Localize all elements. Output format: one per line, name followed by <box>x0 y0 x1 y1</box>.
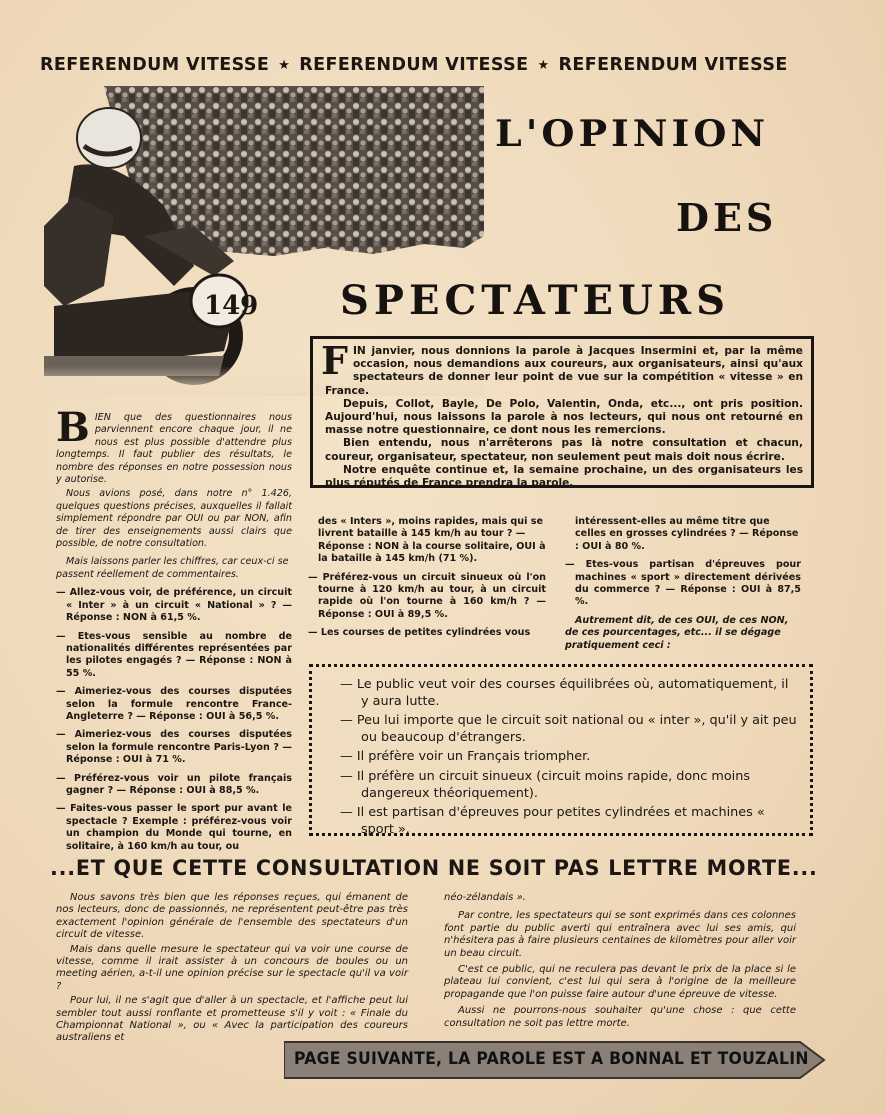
survey-question: — Etes-vous sensible au nombre de nationalités différentes représentées par les pilotes engagés ? — Réponse : NON à 55 %. <box>56 630 292 679</box>
intro-paragraph: Notre enquête continue et, la semaine prochaine, un des organisateurs les plus réputés de France prendra la parole. <box>325 463 803 490</box>
body-paragraph: Par contre, les spectateurs qui se sont exprimés dans ces colonnes font partie du public averti qui entraînera avec lui ses amis, qui n'hésitera pas à faire plusieurs centaines de kilomètres pour aller voir un beau circuit. <box>444 910 796 959</box>
survey-question: — Aimeriez-vous des courses disputées selon la formule rencontre Paris-Lyon ? — Réponse : OUI à 71 %. <box>56 729 292 766</box>
survey-question: — Les courses de petites cylindrées vous <box>308 627 531 639</box>
top-banner <box>40 52 846 78</box>
survey-question-continued: des « Inters », moins rapides, mais qui se livrent bataille à 145 km/h au tour ? — Réponse : NON à la course solitaire, OUI à la bataille à 145 km/h (71 %). <box>318 516 546 565</box>
intro-paragraph: Depuis, Collot, Bayle, De Polo, Valentin, Onda, etc..., ont pris position. Aujourd'hui, nous laissons la parole à nos lecteurs, qui nous ont retourné en masse notre questionnaire, ce dont nous les remercions. <box>325 397 803 437</box>
star-icon: ★ <box>537 57 550 73</box>
conclusions-box <box>309 664 813 836</box>
banner-text-2: REFERENDUM VITESSE <box>299 55 529 75</box>
title-line-1: L'OPINION <box>495 112 770 155</box>
intro-dropcap: F <box>321 338 348 383</box>
right-column <box>565 516 801 652</box>
title-line-2: DES <box>676 195 778 240</box>
body-paragraph: Mais dans quelle mesure le spectateur qui va voir une course de vitesse, comme il irait assister à un concours de boules ou un meeting aérien, a-t-il une opinion précise sur le spectacle qu'il va voir ? <box>56 943 408 992</box>
conclusion-item: — Peu lui importe que le circuit soit national ou « inter », qu'il y ait peu ou beaucoup d'étrangers. <box>340 713 797 745</box>
left-column <box>56 404 292 853</box>
race-number: 149 <box>204 291 259 321</box>
conclusion-item: — Le public veut voir des courses équilibrées où, automatiquement, il y aura lutte. <box>340 677 789 709</box>
survey-question: — Allez-vous voir, de préférence, un circuit « Inter » à un circuit « National » ? — Réponse : NON à 61,5 %. <box>56 587 292 624</box>
survey-question: — Préférez-vous un circuit sinueux où l'on tourne à 120 km/h au tour, à un circuit rapide où l'on tourne à 160 km/h ? — Réponse : OUI à 89,5 %. <box>308 571 546 620</box>
body-paragraph: Nous avions posé, dans notre n° 1.426, quelques questions précises, auxquelles il fallait simplement répondre par OUI ou par NON, afin de tirer des enseignements aussi clairs que possible, de notre consultation. <box>56 488 292 550</box>
star-icon: ★ <box>278 57 291 73</box>
body-paragraph: Aussi ne pourrons-nous souhaiter qu'une chose : que cette consultation ne soit pas lettre morte. <box>444 1005 796 1029</box>
intro-paragraph: IN janvier, nous donnions la parole à Jacques Insermini et, par la même occasion, nous demandions aux coureurs, aux organisateurs, ainsi qu'aux spectateurs de donner leur point de vue sur la compétition « vitesse » en France. <box>325 345 803 397</box>
bottom-left-column <box>56 892 408 1047</box>
body-paragraph-continued: néo-zélandais ». <box>444 892 526 903</box>
next-page-banner <box>284 1040 826 1080</box>
survey-question: — Etes-vous partisan d'épreuves pour machines « sport » directement dérivées du commerce ? — Réponse : OUI à 87,5 %. <box>565 559 801 608</box>
survey-question: — Aimeriez-vous des courses disputées selon la formule rencontre France-Angleterre ? — Réponse : OUI à 56,5 %. <box>56 686 292 722</box>
summary-paragraph: Autrement dit, de ces OUI, de ces NON, de ces pourcentages, etc... il se dégage pratiquement ceci : <box>565 614 789 651</box>
conclusion-item: — Il préfère un circuit sinueux (circuit moins rapide, donc moins dangereux théoriquement). <box>340 768 751 801</box>
section-headline: ...ET QUE CETTE CONSULTATION NE SOIT PAS LETTRE MORTE... <box>50 856 818 881</box>
lead-text: IEN que des questionnaires nous parviennent encore chaque jour, il ne nous est plus possible d'attendre plus longtemps. Il faut publier des résultats, le nombre des réponses en notre possession nous y autorise. <box>56 412 292 486</box>
banner-text-1: REFERENDUM VITESSE <box>40 55 270 75</box>
bottom-right-column <box>444 892 796 1034</box>
body-paragraph: Pour lui, il ne s'agit que d'aller à un spectacle, et l'affiche peut lui sembler tout aussi ronflante et prometteuse s'il y voit : « Finale du Championnat National », ou « Avec la participation des coureurs australiens et <box>56 995 408 1044</box>
banner-text-3: REFERENDUM VITESSE <box>558 55 788 75</box>
conclusion-item: — Il est partisan d'épreuves pour petites cylindrées et machines « sport ». <box>340 805 765 837</box>
next-page-text: PAGE SUIVANTE, LA PAROLE EST A BONNAL ET TOUZALIN <box>294 1049 809 1069</box>
survey-question-continued: intéressent-elles au même titre que celles en grosses cylindrées ? — Réponse : OUI à 80 %. <box>575 516 799 552</box>
lead-paragraph <box>56 404 292 486</box>
conclusion-item: — Il préfère voir un Français triompher. <box>340 749 591 765</box>
body-paragraph: C'est ce public, qui ne reculera pas devant le prix de la place si le plateau lui convient, c'est lui qui sera à l'origine de la meilleure propagande que l'on puisse faire autour d'une épreuve de vitesse. <box>444 964 796 1000</box>
intro-paragraph: Bien entendu, nous n'arrêterons pas là notre consultation et chacun, coureur, organisateur, spectateur, non seulement peut mais doit nous écrire. <box>325 437 803 463</box>
middle-column <box>308 516 546 640</box>
body-paragraph: Mais laissons parler les chiffres, car ceux-ci se passent réellement de commentaires. <box>56 556 289 580</box>
intro-box <box>310 336 814 488</box>
lead-dropcap: B <box>56 404 90 451</box>
survey-question: — Préférez-vous voir un pilote français gagner ? — Réponse : OUI à 88,5 %. <box>56 772 292 796</box>
body-paragraph: Nous savons très bien que les réponses reçues, qui émanent de nos lecteurs, donc de passionnés, ne représentent peut-être pas très exactement l'opinion générale de l'ensemble des spectateurs d'un circuit de vitesse. <box>56 892 408 941</box>
survey-question: — Faites-vous passer le sport pur avant le spectacle ? Exemple : préférez-vous voir un champion du Monde qui tourne, en solitaire, à 160 km/h au tour, ou <box>56 803 292 852</box>
title-line-3: SPECTATEURS <box>340 277 730 324</box>
